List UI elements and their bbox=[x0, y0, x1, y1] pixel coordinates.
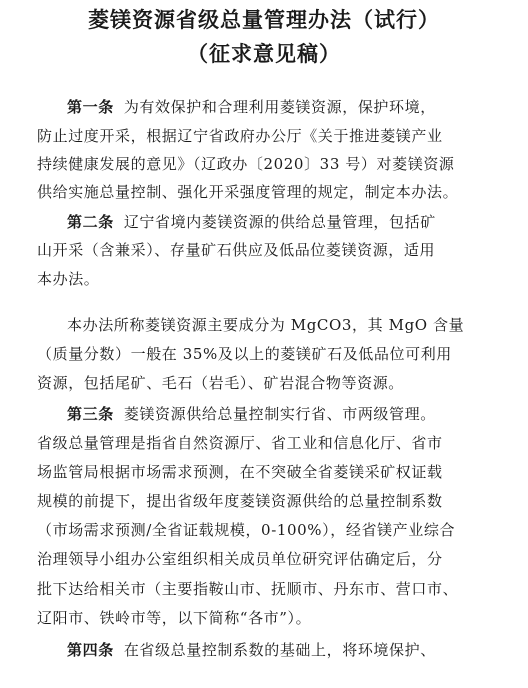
line-text: 为有效保护和合理利用菱镁资源，保护环境， bbox=[123, 98, 436, 116]
body-line bbox=[37, 344, 452, 364]
line-text: 在省级总量控制系数的基础上，将环境保护、 bbox=[123, 641, 436, 659]
body-line bbox=[37, 373, 404, 393]
body-line bbox=[67, 640, 436, 660]
article-heading: 第二条 bbox=[67, 213, 114, 231]
article-heading: 第一条 bbox=[67, 98, 114, 116]
line-text: 持续健康发展的意见》（辽政办〔2020〕33 号）对菱镁资源 bbox=[37, 155, 455, 173]
line-text: 本办法所称菱镁资源主要成分为 MgCO3，其 MgO 含量 bbox=[67, 316, 465, 334]
body-line bbox=[37, 549, 443, 569]
line-text: 场监管局根据市场需求预测，在不突破全省菱镁采矿权证载 bbox=[37, 463, 443, 481]
line-text: （市场需求预测/全省证载规模，0-100%），经省镁产业综合 bbox=[37, 521, 456, 539]
body-line bbox=[37, 579, 458, 599]
line-text: 本办法。 bbox=[37, 270, 100, 288]
body-line bbox=[37, 608, 311, 628]
body-line bbox=[37, 126, 443, 146]
body-line bbox=[37, 154, 455, 174]
body-line bbox=[37, 269, 99, 289]
body-line bbox=[67, 212, 436, 232]
body-line bbox=[37, 520, 455, 540]
article-heading: 第四条 bbox=[67, 641, 114, 659]
line-text: 批下达给相关市（主要指鞍山市、抚顺市、丹东市、营口市、 bbox=[37, 580, 459, 598]
body-line bbox=[37, 433, 443, 453]
line-text: 规模的前提下，提出省级年度菱镁资源供给的总量控制系数 bbox=[37, 492, 443, 510]
line-text: （质量分数）一般在 35%及以上的菱镁矿石及低品位可利用 bbox=[37, 345, 452, 363]
line-text: 山开采（含兼采）、存量矿石供应及低品位菱镁资源，适用 bbox=[37, 241, 436, 259]
line-text: 治理领导小组办公室组织相关成员单位研究评估确定后，分 bbox=[37, 550, 443, 568]
body-line bbox=[67, 404, 436, 424]
body-line bbox=[67, 97, 436, 117]
line-text: 辽宁省境内菱镁资源的供给总量管理，包括矿 bbox=[123, 213, 436, 231]
line-text: 省级总量管理是指省自然资源厅、省工业和信息化厅、省市 bbox=[37, 434, 443, 452]
line-text: 防止过度开采，根据辽宁省政府办公厅《关于推进菱镁产业 bbox=[37, 127, 443, 145]
document-subtitle: （征求意见稿） bbox=[187, 42, 341, 66]
body-line bbox=[37, 240, 435, 260]
article-heading: 第三条 bbox=[67, 405, 114, 423]
body-line bbox=[67, 315, 464, 335]
line-text: 辽阳市、铁岭市等，以下简称“各市”）。 bbox=[37, 609, 312, 627]
body-line bbox=[37, 182, 458, 202]
body-line bbox=[37, 462, 443, 482]
line-text: 资源，包括尾矿、毛石（岩毛）、矿岩混合物等资源。 bbox=[37, 374, 404, 392]
body-line bbox=[37, 491, 443, 511]
line-text: 菱镁资源供给总量控制实行省、市两级管理。 bbox=[123, 405, 436, 423]
line-text: 供给实施总量控制、强化开采强度管理的规定，制定本办法。 bbox=[37, 183, 459, 201]
document-title: 菱镁资源省级总量管理办法（试行） bbox=[88, 8, 440, 32]
